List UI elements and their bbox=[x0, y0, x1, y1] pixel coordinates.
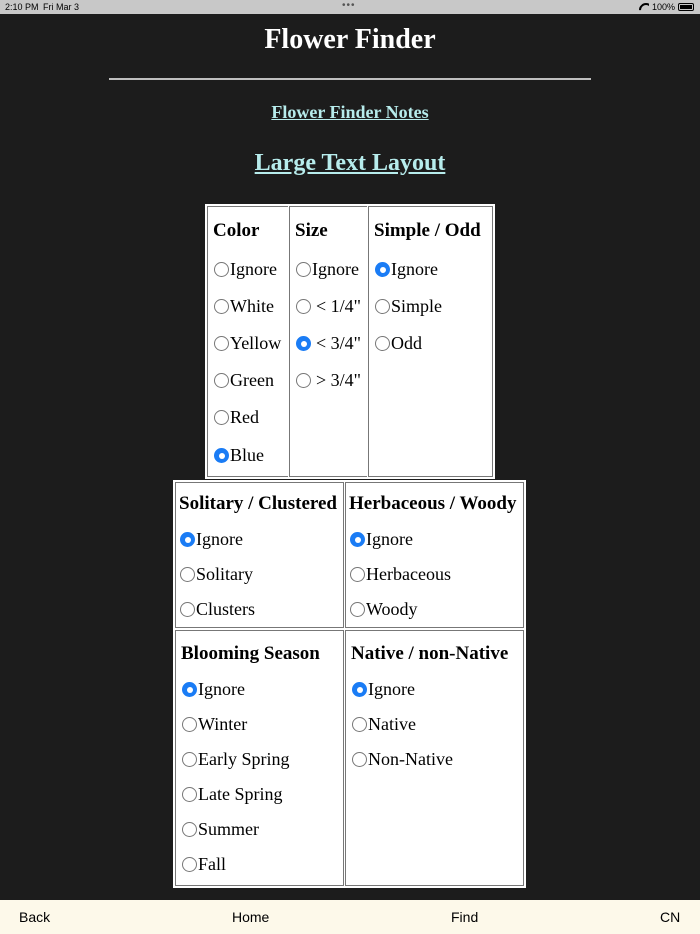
option-label: Herbaceous bbox=[366, 564, 451, 584]
radio-icon[interactable] bbox=[214, 262, 229, 277]
back-button[interactable]: Back bbox=[19, 909, 51, 925]
radio-selected-icon[interactable] bbox=[352, 682, 367, 697]
color-option-blue[interactable] bbox=[214, 445, 264, 466]
simple-odd-heading: Simple / Odd bbox=[374, 220, 481, 241]
divider bbox=[109, 78, 591, 80]
herbaceous-option-woody[interactable] bbox=[350, 599, 418, 620]
native-option-ignore[interactable] bbox=[352, 679, 415, 700]
simple-option-ignore[interactable] bbox=[375, 259, 438, 280]
radio-icon[interactable] bbox=[350, 602, 365, 617]
option-label: Ignore bbox=[368, 679, 415, 699]
size-heading: Size bbox=[295, 220, 328, 241]
option-label: Ignore bbox=[391, 259, 438, 279]
option-label: Ignore bbox=[230, 259, 277, 279]
radio-selected-icon[interactable] bbox=[180, 532, 195, 547]
size-option-gt-three-quarter[interactable] bbox=[296, 370, 361, 391]
size-option-lt-quarter[interactable] bbox=[296, 296, 361, 317]
blooming-option-winter[interactable] bbox=[182, 714, 247, 735]
herbaceous-option-ignore[interactable] bbox=[350, 529, 413, 550]
status-bar bbox=[0, 0, 700, 14]
option-label: Ignore bbox=[196, 529, 243, 549]
cn-button[interactable]: CN bbox=[660, 909, 681, 925]
native-option-non-native[interactable] bbox=[352, 749, 453, 770]
solitary-option-solitary[interactable] bbox=[180, 564, 253, 585]
option-label: > 3/4" bbox=[316, 370, 361, 390]
option-label: Summer bbox=[198, 819, 259, 839]
option-label: Non-Native bbox=[368, 749, 453, 769]
herbaceous-woody-group bbox=[345, 482, 524, 628]
native-group bbox=[345, 630, 524, 886]
radio-icon[interactable] bbox=[182, 822, 197, 837]
option-label: White bbox=[230, 296, 274, 316]
option-label: Early Spring bbox=[198, 749, 290, 769]
radio-icon[interactable] bbox=[350, 567, 365, 582]
radio-selected-icon[interactable] bbox=[214, 448, 229, 463]
radio-icon[interactable] bbox=[182, 752, 197, 767]
radio-icon[interactable] bbox=[296, 262, 311, 277]
solitary-heading: Solitary / Clustered bbox=[179, 493, 337, 514]
option-label: Fall bbox=[198, 854, 227, 874]
simple-option-simple[interactable] bbox=[375, 296, 442, 317]
option-label: Red bbox=[230, 407, 259, 427]
blooming-heading: Blooming Season bbox=[181, 643, 320, 664]
blooming-option-summer[interactable] bbox=[182, 819, 259, 840]
home-button[interactable]: Home bbox=[232, 909, 270, 925]
radio-icon[interactable] bbox=[182, 717, 197, 732]
radio-icon[interactable] bbox=[214, 410, 229, 425]
blooming-option-late-spring[interactable] bbox=[182, 784, 282, 805]
option-label: Clusters bbox=[196, 599, 256, 619]
radio-icon[interactable] bbox=[352, 752, 367, 767]
size-option-ignore[interactable] bbox=[296, 259, 359, 280]
option-label: Green bbox=[230, 370, 274, 390]
radio-selected-icon[interactable] bbox=[375, 262, 390, 277]
battery-icon bbox=[678, 3, 694, 11]
option-label: < 3/4" bbox=[316, 333, 361, 353]
battery-percent: 100% bbox=[651, 2, 675, 12]
option-label: Ignore bbox=[366, 529, 413, 549]
solitary-option-ignore[interactable] bbox=[180, 529, 243, 550]
radio-icon[interactable] bbox=[214, 336, 229, 351]
radio-icon[interactable] bbox=[182, 787, 197, 802]
find-button[interactable]: Find bbox=[451, 909, 479, 925]
color-option-green[interactable] bbox=[214, 370, 274, 391]
radio-selected-icon[interactable] bbox=[350, 532, 365, 547]
option-label: Yellow bbox=[230, 333, 282, 353]
blooming-season-group bbox=[175, 630, 344, 886]
color-group bbox=[207, 206, 289, 477]
blooming-option-ignore[interactable] bbox=[182, 679, 245, 700]
option-label: Odd bbox=[391, 333, 422, 353]
radio-icon[interactable] bbox=[296, 299, 311, 314]
radio-icon[interactable] bbox=[180, 602, 195, 617]
radio-icon[interactable] bbox=[182, 857, 197, 872]
large-text-layout-link[interactable]: Large Text Layout bbox=[254, 150, 446, 176]
simple-odd-group bbox=[368, 206, 493, 477]
blooming-option-fall[interactable] bbox=[182, 854, 226, 875]
herbaceous-option-herbaceous[interactable] bbox=[350, 564, 451, 585]
option-label: Blue bbox=[230, 445, 264, 465]
size-group bbox=[289, 206, 368, 477]
native-option-native[interactable] bbox=[352, 714, 416, 735]
option-label: Native bbox=[368, 714, 416, 734]
radio-icon[interactable] bbox=[375, 336, 390, 351]
radio-icon[interactable] bbox=[214, 299, 229, 314]
status-time: 2:10 PM bbox=[5, 2, 39, 12]
option-label: Late Spring bbox=[198, 784, 283, 804]
color-option-white[interactable] bbox=[214, 296, 274, 317]
solitary-option-clusters[interactable] bbox=[180, 599, 255, 620]
option-label: < 1/4" bbox=[316, 296, 361, 316]
radio-icon[interactable] bbox=[214, 373, 229, 388]
radio-selected-icon[interactable] bbox=[296, 336, 311, 351]
simple-option-odd[interactable] bbox=[375, 333, 422, 354]
option-label: Woody bbox=[366, 599, 418, 619]
option-label: Simple bbox=[391, 296, 443, 316]
page-title: Flower Finder bbox=[264, 24, 436, 55]
multitask-dots-icon[interactable]: ••• bbox=[342, 0, 356, 11]
wifi-icon bbox=[639, 3, 649, 11]
status-date: Fri Mar 3 bbox=[43, 2, 79, 12]
option-label: Winter bbox=[198, 714, 248, 734]
radio-icon[interactable] bbox=[352, 717, 367, 732]
radio-icon[interactable] bbox=[296, 373, 311, 388]
radio-icon[interactable] bbox=[180, 567, 195, 582]
solitary-clustered-group bbox=[175, 482, 344, 628]
radio-selected-icon[interactable] bbox=[182, 682, 197, 697]
radio-icon[interactable] bbox=[375, 299, 390, 314]
option-label: Solitary bbox=[196, 564, 253, 584]
option-label: Ignore bbox=[198, 679, 245, 699]
bottom-nav bbox=[0, 900, 700, 934]
color-option-red[interactable] bbox=[214, 407, 259, 428]
blooming-option-early-spring[interactable] bbox=[182, 749, 290, 770]
color-option-ignore[interactable] bbox=[214, 259, 277, 280]
size-option-lt-three-quarter[interactable] bbox=[296, 333, 361, 354]
notes-link[interactable]: Flower Finder Notes bbox=[271, 102, 429, 122]
native-heading: Native / non-Native bbox=[351, 643, 509, 664]
color-option-yellow[interactable] bbox=[214, 333, 281, 354]
herbaceous-heading: Herbaceous / Woody bbox=[349, 493, 517, 514]
color-heading: Color bbox=[213, 220, 260, 241]
option-label: Ignore bbox=[312, 259, 359, 279]
